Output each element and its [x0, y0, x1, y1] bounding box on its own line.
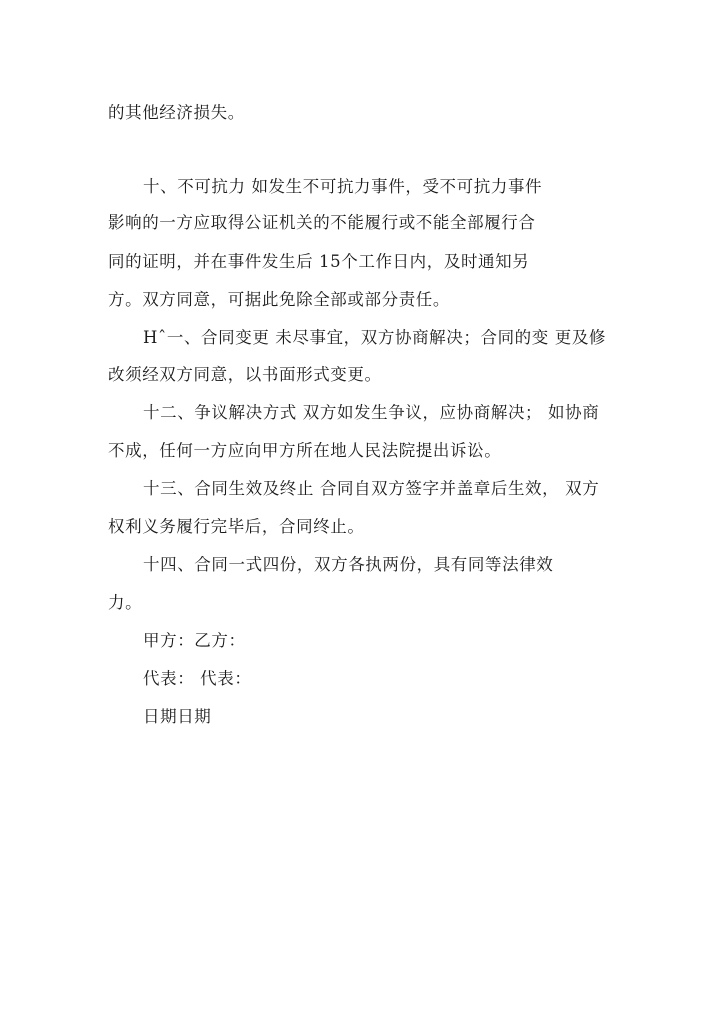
clause-13-heading: 十三、合同生效及终止 合同自双方签字并盖章后生效， 双方 — [143, 479, 600, 498]
signature-dates: 日期日期 — [143, 707, 212, 726]
clause-14-heading: 十四、合同一式四份，双方各执两份，具有同等法律效 — [143, 555, 554, 574]
clause-10-line-3: 同的证明，并在事件发生后 15个工作日内，及时通知另 — [108, 252, 530, 271]
clause-12-line-2: 不成，任何一方应向甲方所在地人民法院提出诉讼。 — [108, 441, 502, 460]
signature-representatives: 代表： 代表： — [143, 669, 252, 688]
clause-10-line-4: 方。双方同意，可据此免除全部或部分责任。 — [108, 290, 450, 309]
clause-10-line-2: 影响的一方应取得公证机关的不能履行或不能全部履行合 — [108, 213, 536, 232]
signature-parties: 甲方：乙方： — [143, 631, 246, 650]
clause-14-line-2: 力。 — [108, 593, 143, 612]
clause-10-heading: 十、不可抗力 如发生不可抗力事件，受不可抗力事件 — [143, 177, 543, 196]
text-line-1: 的其他经济损失。 — [108, 103, 245, 122]
clause-13-line-2: 权利义务履行完毕后，合同终止。 — [108, 517, 365, 536]
clause-11-line-2: 改须经双方同意，以书面形式变更。 — [108, 365, 382, 384]
clause-11-heading: Hˆ一、合同变更 未尽事宜，双方协商解决；合同的变 更及修 — [143, 328, 607, 347]
clause-12-heading: 十二、争议解决方式 双方如发生争议，应协商解决； 如协商 — [143, 403, 600, 422]
